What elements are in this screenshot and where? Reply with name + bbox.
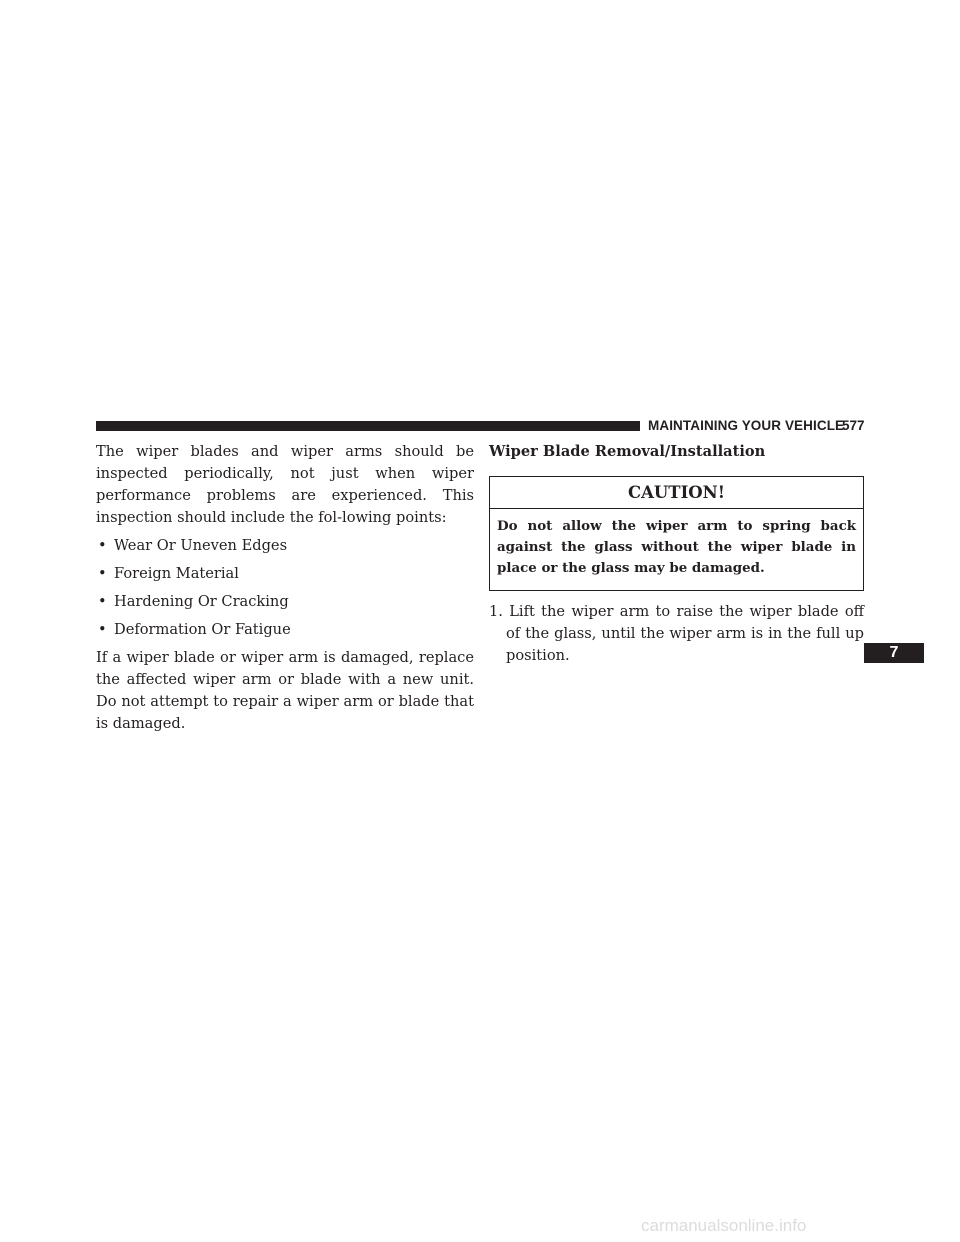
list-item-text: Hardening Or Cracking [114, 593, 289, 610]
section-title: MAINTAINING YOUR VEHICLE [648, 418, 845, 433]
list-item-text: Deformation Or Fatigue [114, 621, 291, 638]
bullet-icon: • [98, 621, 107, 638]
section-heading: Wiper Blade Removal/Installation [489, 443, 766, 460]
bullet-icon: • [98, 593, 107, 610]
left-column [96, 441, 474, 735]
list-item [96, 591, 474, 613]
chapter-tab: 7 [864, 643, 924, 663]
step-1: 1. Lift the wiper arm to raise the wiper blade off of the glass, until the wiper arm is in the full up position. [489, 603, 864, 664]
watermark: carmanualsonline.info [641, 1216, 807, 1235]
damage-paragraph: If a wiper blade or wiper arm is damaged, replace the affected wiper arm or blade with a new unit. Do not attempt to repair a wiper arm or blade that is damaged. [96, 649, 474, 732]
list-item [96, 563, 474, 585]
page-number: 577 [842, 418, 865, 433]
bullet-icon: • [98, 537, 107, 554]
list-item [96, 535, 474, 557]
list-item-text: Wear Or Uneven Edges [114, 537, 288, 554]
list-item-text: Foreign Material [114, 565, 239, 582]
caution-box [489, 476, 864, 591]
caution-title: CAUTION! [490, 477, 863, 509]
caution-text: Do not allow the wiper arm to spring back against the glass without the wiper blade in place or the glass may be damaged. [497, 518, 856, 576]
bullet-icon: • [98, 565, 107, 582]
intro-paragraph: The wiper blades and wiper arms should be inspected periodically, not just when wiper performance problems are experienced. This inspection should include the fol-lowing points: [96, 443, 474, 526]
header-rule [96, 421, 640, 431]
right-column [489, 441, 864, 667]
inspection-points-list [96, 535, 474, 641]
list-item [96, 619, 474, 641]
